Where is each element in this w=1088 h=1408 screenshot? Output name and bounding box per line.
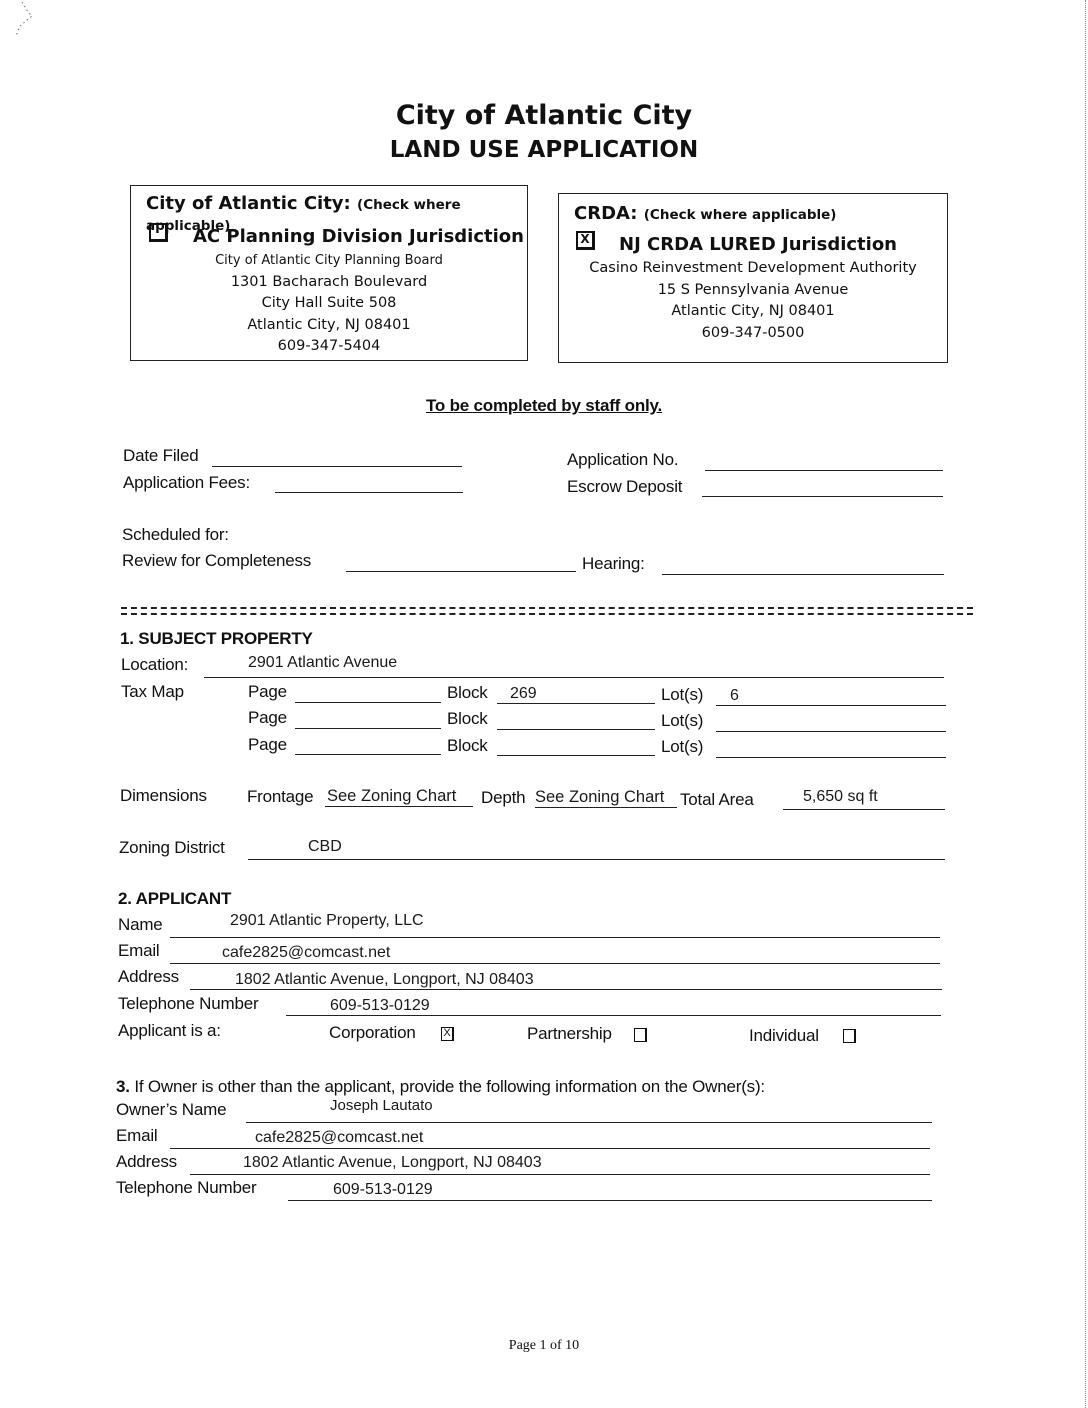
document-header: [0, 100, 1088, 163]
zoning-district-field[interactable]: [248, 859, 945, 860]
owner-heading: 3. If Owner is other than the applicant, provide the following information on the Owner(s):: [116, 1077, 765, 1096]
date-filed-label: Date Filed: [123, 446, 199, 465]
tax-map-page-label: Page: [248, 682, 287, 701]
tax-map-page-field-1[interactable]: [295, 702, 441, 703]
crda-jurisdiction-checkbox[interactable]: X: [576, 231, 595, 250]
frontage-field[interactable]: [325, 806, 473, 807]
owner-name-field[interactable]: [246, 1122, 932, 1123]
applicant-name-label: Name: [118, 915, 163, 934]
applicant-type-corporation-checkbox[interactable]: X: [441, 1027, 454, 1041]
owner-telephone-label: Telephone Number: [116, 1178, 257, 1197]
applicant-telephone-field[interactable]: [286, 1015, 941, 1016]
scan-corner-artifact: [12, 2, 42, 38]
location-value: 2901 Atlantic Avenue: [248, 654, 398, 671]
application-fees-label: Application Fees:: [123, 473, 251, 492]
scan-edge-artifact: [1085, 0, 1086, 1408]
zoning-district-label: Zoning District: [119, 838, 225, 857]
crda-jurisdiction-box: [558, 193, 948, 363]
owner-address-label: Address: [116, 1152, 177, 1171]
owner-email-value: cafe2825@comcast.net: [255, 1129, 424, 1146]
depth-value: See Zoning Chart: [535, 788, 665, 806]
tax-map-block-field-2[interactable]: [497, 729, 655, 730]
subject-property-heading: 1. SUBJECT PROPERTY: [120, 629, 313, 648]
owner-email-field[interactable]: [170, 1148, 930, 1149]
tax-map-block-field-3[interactable]: [497, 755, 655, 756]
owner-address-field[interactable]: [190, 1174, 930, 1175]
depth-field[interactable]: [535, 807, 677, 808]
applicant-type-corporation-label: Corporation: [329, 1023, 416, 1042]
owner-email-label: Email: [116, 1126, 158, 1145]
page-indicator: Page 1 of 10: [508, 1338, 580, 1353]
total-area-label: Total Area: [680, 790, 754, 809]
applicant-heading: 2. APPLICANT: [118, 889, 232, 908]
page-title: City of Atlantic City: [395, 100, 693, 131]
applicant-type-label: Applicant is a:: [118, 1021, 221, 1040]
tax-map-lots-value-1: 6: [730, 687, 739, 704]
applicant-name-value: 2901 Atlantic Property, LLC: [230, 912, 424, 929]
city-jurisdiction-checkbox[interactable]: [149, 223, 168, 242]
frontage-value: See Zoning Chart: [327, 787, 457, 805]
tax-map-lots-field-2[interactable]: [716, 731, 946, 732]
frontage-label: Frontage: [247, 787, 314, 806]
tax-map-page-label: Page: [248, 735, 287, 754]
tax-map-block-value-1: 269: [510, 685, 537, 702]
city-jurisdiction-box: [130, 185, 528, 361]
escrow-deposit-label: Escrow Deposit: [567, 477, 683, 496]
applicant-type-individual-checkbox[interactable]: [843, 1029, 856, 1043]
zoning-district-value: CBD: [308, 838, 342, 855]
applicant-telephone-value: 609-513-0129: [330, 997, 430, 1014]
applicant-name-field[interactable]: [170, 937, 940, 938]
tax-map-lots-label: Lot(s): [661, 711, 704, 730]
section-divider: [121, 605, 973, 617]
tax-map-block-field-1[interactable]: [497, 703, 655, 704]
tax-map-page-label: Page: [248, 708, 287, 727]
applicant-type-partnership-label: Partnership: [527, 1024, 612, 1043]
review-completeness-label: Review for Completeness: [122, 551, 312, 570]
applicant-telephone-label: Telephone Number: [118, 994, 259, 1013]
escrow-deposit-field[interactable]: [702, 496, 943, 497]
tax-map-block-label: Block: [447, 736, 488, 755]
date-filed-field[interactable]: [212, 466, 462, 467]
crda-address: Casino Reinvestment Development Authority 15 S Pennsylvania Avenue Atlantic City, NJ 08401 609-347-0500: [589, 260, 917, 341]
applicant-type-partnership-checkbox[interactable]: [634, 1028, 647, 1042]
applicant-email-field[interactable]: [170, 963, 940, 964]
tax-map-block-label: Block: [447, 709, 488, 728]
city-jurisdiction-heading: City of Atlantic City: (Check where applicable): [146, 193, 461, 234]
page-subtitle: LAND USE APPLICATION: [389, 137, 699, 163]
city-address: City of Atlantic City Planning Board 1301 Bacharach Boulevard City Hall Suite 508 Atlantic City, NJ 08401 609-347-5404: [215, 253, 443, 354]
applicant-email-value: cafe2825@comcast.net: [222, 944, 391, 961]
application-fees-field[interactable]: [275, 492, 463, 493]
review-completeness-field[interactable]: [346, 571, 576, 572]
depth-label: Depth: [481, 788, 526, 807]
tax-map-lots-label: Lot(s): [661, 737, 704, 756]
owner-telephone-field[interactable]: [288, 1200, 932, 1201]
staff-only-heading: To be completed by staff only.: [425, 396, 663, 415]
tax-map-label: Tax Map: [121, 682, 184, 701]
crda-jurisdiction-name: NJ CRDA LURED Jurisdiction: [619, 234, 897, 255]
tax-map-lots-field-1[interactable]: [716, 705, 946, 706]
dimensions-label: Dimensions: [120, 786, 207, 805]
applicant-email-label: Email: [118, 941, 160, 960]
tax-map-lots-label: Lot(s): [661, 685, 704, 704]
location-field[interactable]: [204, 677, 944, 678]
application-no-field[interactable]: [705, 470, 943, 471]
owner-name-value: Joseph Lautato: [330, 1097, 433, 1114]
crda-jurisdiction-heading: CRDA: (Check where applicable): [574, 203, 837, 224]
hearing-label: Hearing:: [582, 554, 645, 573]
location-label: Location:: [121, 655, 189, 674]
applicant-address-field[interactable]: [190, 989, 942, 990]
total-area-field[interactable]: [783, 809, 945, 810]
hearing-field[interactable]: [662, 574, 944, 575]
application-no-label: Application No.: [567, 450, 679, 469]
tax-map-page-field-3[interactable]: [295, 754, 441, 755]
applicant-type-individual-label: Individual: [749, 1026, 819, 1045]
applicant-address-value: 1802 Atlantic Avenue, Longport, NJ 08403: [235, 971, 534, 988]
owner-telephone-value: 609-513-0129: [333, 1181, 433, 1198]
applicant-address-label: Address: [118, 967, 179, 986]
tax-map-lots-field-3[interactable]: [716, 757, 946, 758]
owner-address-value: 1802 Atlantic Avenue, Longport, NJ 08403: [243, 1154, 542, 1171]
tax-map-block-label: Block: [447, 683, 488, 702]
scheduled-for-label: Scheduled for:: [122, 525, 229, 544]
owner-name-label: Owner’s Name: [116, 1100, 227, 1119]
total-area-value: 5,650 sq ft: [803, 788, 878, 805]
tax-map-page-field-2[interactable]: [295, 728, 441, 729]
city-jurisdiction-name: AC Planning Division Jurisdiction: [193, 226, 524, 247]
